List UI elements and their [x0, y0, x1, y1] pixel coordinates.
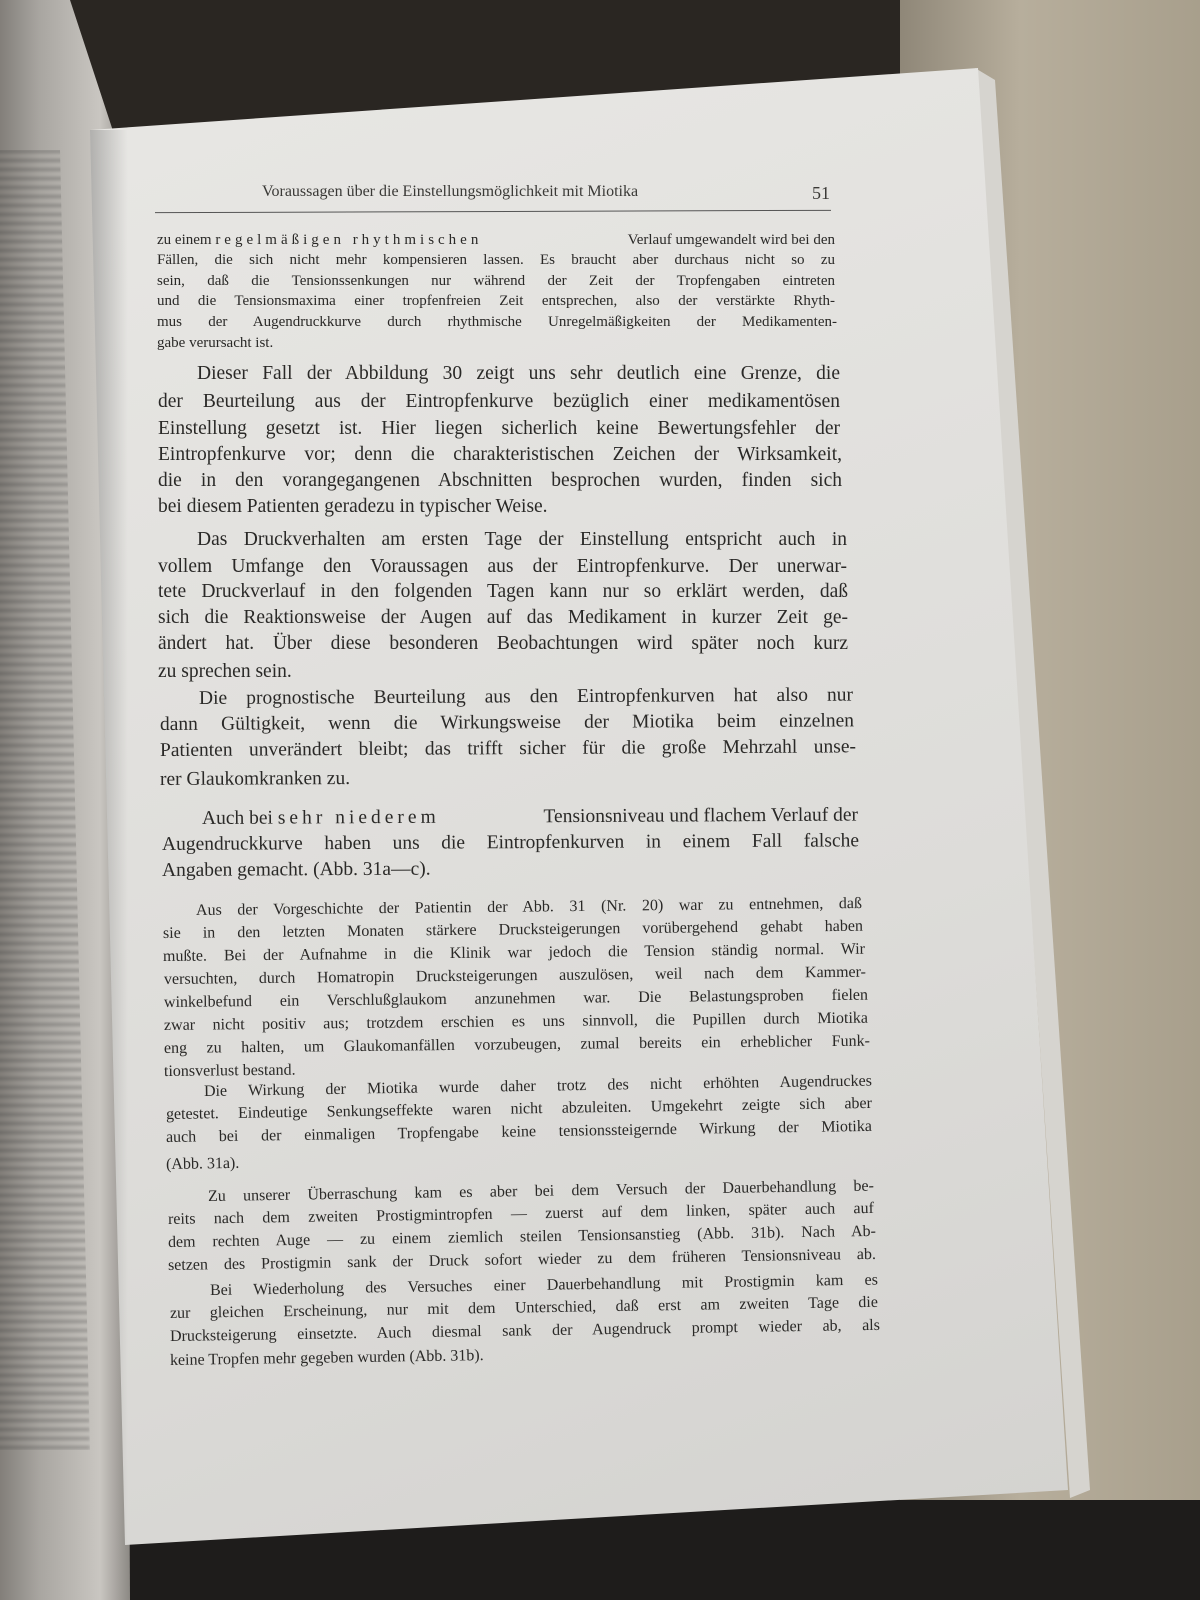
text-line: Die Wirkung der Miotika wurde daher trotz des nicht erhöhten Augendruckes [203, 1072, 873, 1100]
text-line: bei diesem Patienten geradezu in typischer Weise. [158, 496, 548, 517]
text-line: vollem Umfange den Voraussagen aus der Eintropfenkurve. Der unerwar- [158, 556, 847, 577]
text-segment: zu einem [157, 232, 216, 248]
text-line: versuchten, durch Homatropin Drucksteigerungen auszulösen, weil nach dem Kammer- [163, 963, 867, 988]
emphasized-text: regelmäßigen rhythmischen [215, 232, 483, 248]
text-line: mußte. Bei der Aufnahme in die Klinik war jedoch die Tension ständig normal. Wir [162, 940, 866, 965]
text-line: eng zu halten, um Glaukomanfällen vorzubeugen, zumal bereits ein erheblicher Funk- [163, 1032, 871, 1057]
text-line: Das Druckverhalten am ersten Tage der Einstellung entspricht auch in [197, 529, 847, 550]
text-line: und die Tensionsmaxima einer tropfenfreien Zeit entsprechen, also der verstärkte Rhyth- [157, 293, 835, 309]
text-line: Augendruckkurve haben uns die Eintropfenkurven in einem Fall falsche [161, 830, 860, 855]
text-line: Eintropfenkurve vor; denn die charakteristischen Zeichen der Wirksamkeit, [158, 444, 842, 465]
text-line: sie in den letzten Monaten stärkere Drucksteigerungen vorübergehend gehabt haben [162, 917, 864, 942]
text-line: dann Gültigkeit, wenn die Wirkungsweise der Miotika beim einzelnen [159, 710, 855, 735]
text-line: auch bei der einmaligen Tropfengabe keine tensionssteigernde Wirkung der Miotika [165, 1117, 873, 1146]
text-line: tionsverlust bestand. [163, 1061, 296, 1080]
left-page-blurred-text [0, 150, 90, 1450]
text-line: Patienten unverändert bleibt; das trifft sicher für die große Mehrzahl unse- [159, 736, 857, 761]
text-segment: Tensionsniveau und flachem Verlauf der [543, 804, 859, 828]
text-line: mus der Augendruckkurve durch rhythmische Unregelmäßigkeiten der Medikamenten- [157, 314, 837, 330]
text-line: zur gleichen Erscheinung, nur mit dem Unterschied, daß erst am zweiten Tage die [169, 1293, 879, 1322]
text-line: Aus der Vorgeschichte der Patientin der Abb. 31 (Nr. 20) war zu entnehmen, daß [195, 895, 863, 919]
text-segment: Auch bei [201, 807, 278, 829]
text-line: Die prognostische Beurteilung aus den Eintropfenkurven hat also nur [198, 684, 854, 709]
text-line: zwar nicht positiv aus; trotzdem erschien es uns sinnvoll, die Pupillen durch Miotika [163, 1009, 869, 1034]
running-title: Voraussagen über die Einstellungsmöglichkeit mit Miotika [262, 183, 639, 200]
text-line: der Beurteilung aus der Eintropfenkurve bezüglich einer medikamentösen [158, 391, 840, 412]
text-line: winkelbefund ein Verschlußglaukom anzunehmen war. Die Belastungsproben fielen [163, 986, 869, 1011]
text-line: tete Druckverlauf in den folgenden Tagen kann nur so erklärt werden, daß [158, 581, 848, 602]
text-line: dem rechten Auge — zu einem ziemlich steilen Tensionsanstieg (Abb. 31b). Nach Ab- [167, 1222, 877, 1251]
text-line: Dieser Fall der Abbildung 30 zeigt uns sehr deutlich eine Grenze, die [197, 363, 840, 384]
text-line: reits nach dem zweiten Prostigmintropfen — zuerst auf dem linken, später auch auf [167, 1199, 875, 1228]
text-segment: Verlauf umgewandelt wird bei den [627, 232, 835, 248]
page-number: 51 [812, 183, 830, 203]
text-line: gabe verursacht ist. [157, 335, 274, 351]
text-line: keine Tropfen mehr gegeben wurden (Abb. 31b). [169, 1347, 484, 1369]
text-line: getestet. Eindeutige Senkungseffekte waren nicht abzuleiten. Umgekehrt zeigte sich aber [165, 1094, 873, 1123]
text-line: Bei Wiederholung des Versuches einer Dauerbehandlung mit Prostigmin kam es [209, 1271, 879, 1299]
text-line: Drucksteigerung einsetzte. Auch diesmal sank der Augendruck prompt wieder ab, als [169, 1316, 881, 1345]
text-line: Angaben gemacht. (Abb. 31a—c). [161, 858, 431, 881]
text-line: ändert hat. Über diese besonderen Beobachtungen wird später noch kurz [158, 633, 848, 654]
text-line: sein, daß die Tensionssenkungen nur während der Zeit der Tropfengaben eintreten [157, 273, 835, 289]
text-line [157, 231, 835, 249]
text-line: Einstellung gesetzt ist. Hier liegen sicherlich keine Bewertungsfehler der [158, 418, 840, 439]
text-line [202, 805, 858, 830]
text-line: setzen des Prostigmin sank der Druck sofort wieder zu dem früheren Tensionsniveau ab. [167, 1245, 877, 1274]
text-line: (Abb. 31a). [165, 1154, 240, 1173]
text-line: Zu unserer Überraschung kam es aber bei dem Versuch der Dauerbehandlung be- [207, 1177, 875, 1205]
text-line: sich die Reaktionsweise der Augen auf das Medikament in kurzer Zeit ge- [158, 607, 848, 628]
text-line: die in den vorangegangenen Abschnitten besprochen wurden, finden sich [158, 470, 842, 491]
text-line: rer Glaukomkranken zu. [159, 768, 351, 790]
text-line: Fällen, die sich nicht mehr kompensieren lassen. Es braucht aber durchaus nicht so zu [157, 252, 835, 268]
emphasized-text: sehr niederem [277, 806, 440, 829]
text-line: zu sprechen sein. [158, 661, 292, 682]
